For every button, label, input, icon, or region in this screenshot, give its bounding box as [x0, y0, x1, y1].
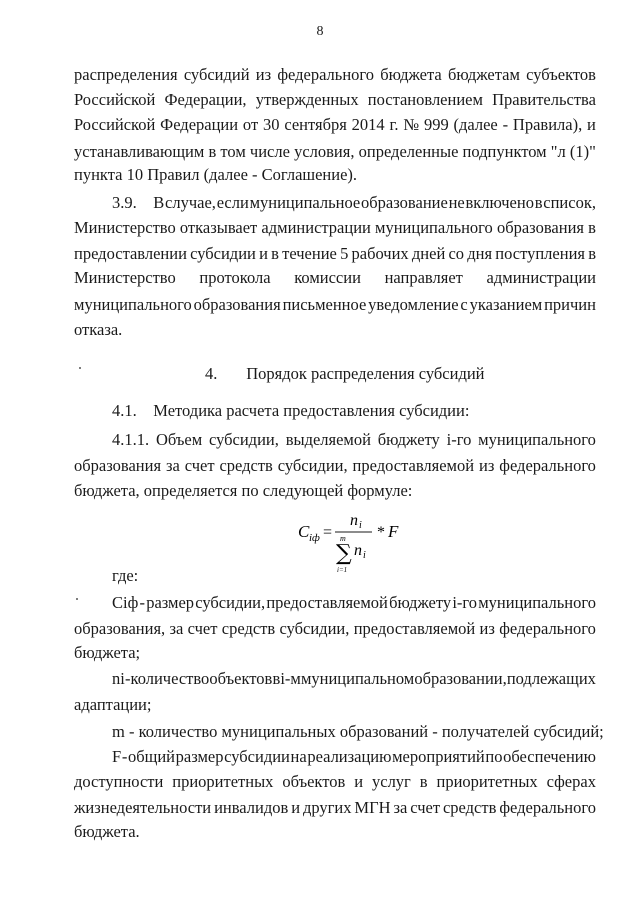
p2-line: предоставлении субсидии и в течение 5 рабочих дней со дня поступления в	[74, 244, 596, 263]
p2-line: Министерство протокола комиссии направляет администрации	[74, 268, 596, 287]
p6-line: образования, за счет средств субсидии, предоставляемой из федерального	[74, 619, 596, 638]
formula-numerator: n	[350, 512, 358, 529]
p4-line: образования за счет средств субсидии, предоставляемой из федерального	[74, 456, 596, 475]
p1-line: Российской Федерации, утвержденных постановлением Правительства	[74, 90, 596, 109]
p9-line: доступности приоритетных объектов и услуг в приоритетных сферах	[74, 772, 596, 791]
formula-lhs-subscript: iф	[309, 532, 320, 544]
formula-numerator-subscript: i	[359, 520, 362, 531]
p2-line: отказа.	[74, 320, 123, 339]
formula-equals: =	[323, 524, 333, 541]
p1-line: устанавливающим в том числе условия, определенные подпунктом "л (1)"	[74, 142, 596, 161]
p9-line: F - общий размер субсидии на реализацию мероприятий по обеспечению	[112, 747, 596, 766]
scan-speck	[76, 598, 78, 600]
formula-times: *	[377, 524, 385, 541]
p1-line: пункта 10 Правил (далее - Соглашение).	[74, 165, 358, 184]
formula-rhs: F	[388, 522, 399, 541]
formula-denominator: n	[354, 542, 362, 559]
p1-line: распределения субсидий из федерального бюджета бюджетам субъектов	[74, 65, 596, 84]
p7-line: ni - количество объектов в i-м муниципальном образовании, подлежащих	[112, 669, 596, 688]
formula-sum-lower: i=1	[337, 566, 348, 574]
p1-line: Российской Федерации от 30 сентября 2014 г. № 999 (далее - Правила), и	[74, 115, 596, 134]
p5-line: где:	[112, 566, 139, 585]
heading-line: 4. Порядок распределения субсидий	[205, 364, 485, 383]
formula-sum-symbol: ∑	[336, 541, 352, 566]
subsidy-formula	[296, 505, 406, 577]
formula-denominator-subscript: i	[363, 550, 366, 561]
p9-line: жизнедеятельности инвалидов и других МГН за счет средств федерального	[74, 798, 596, 817]
scan-speck	[79, 367, 81, 369]
p9-line: бюджета.	[74, 822, 140, 841]
p4-line: 4.1.1. Объем субсидии, выделяемой бюджету i-го муниципального	[112, 430, 596, 449]
p6-line: Ciф - размер субсидии, предоставляемой бюджету i-го муниципального	[112, 593, 596, 612]
p7-line: адаптации;	[74, 695, 152, 714]
p2-line: 3.9. В случае, если муниципальное образование не включено в список,	[112, 193, 596, 212]
p8-line: m - количество муниципальных образований - получателей субсидий;	[112, 722, 604, 741]
p2-line: Министерство отказывает администрации муниципального образования в	[74, 218, 596, 237]
page-number: 8	[316, 24, 324, 39]
p4-line: бюджета, определяется по следующей формуле:	[74, 481, 413, 500]
p2-line: муниципального образования письменное уведомление с указанием причин	[74, 295, 596, 314]
formula-lhs: C	[298, 522, 310, 541]
formula-sum-upper: m	[340, 534, 346, 543]
p3-line: 4.1. Методика расчета предоставления субсидии:	[112, 401, 470, 420]
p6-line: бюджета;	[74, 643, 141, 662]
